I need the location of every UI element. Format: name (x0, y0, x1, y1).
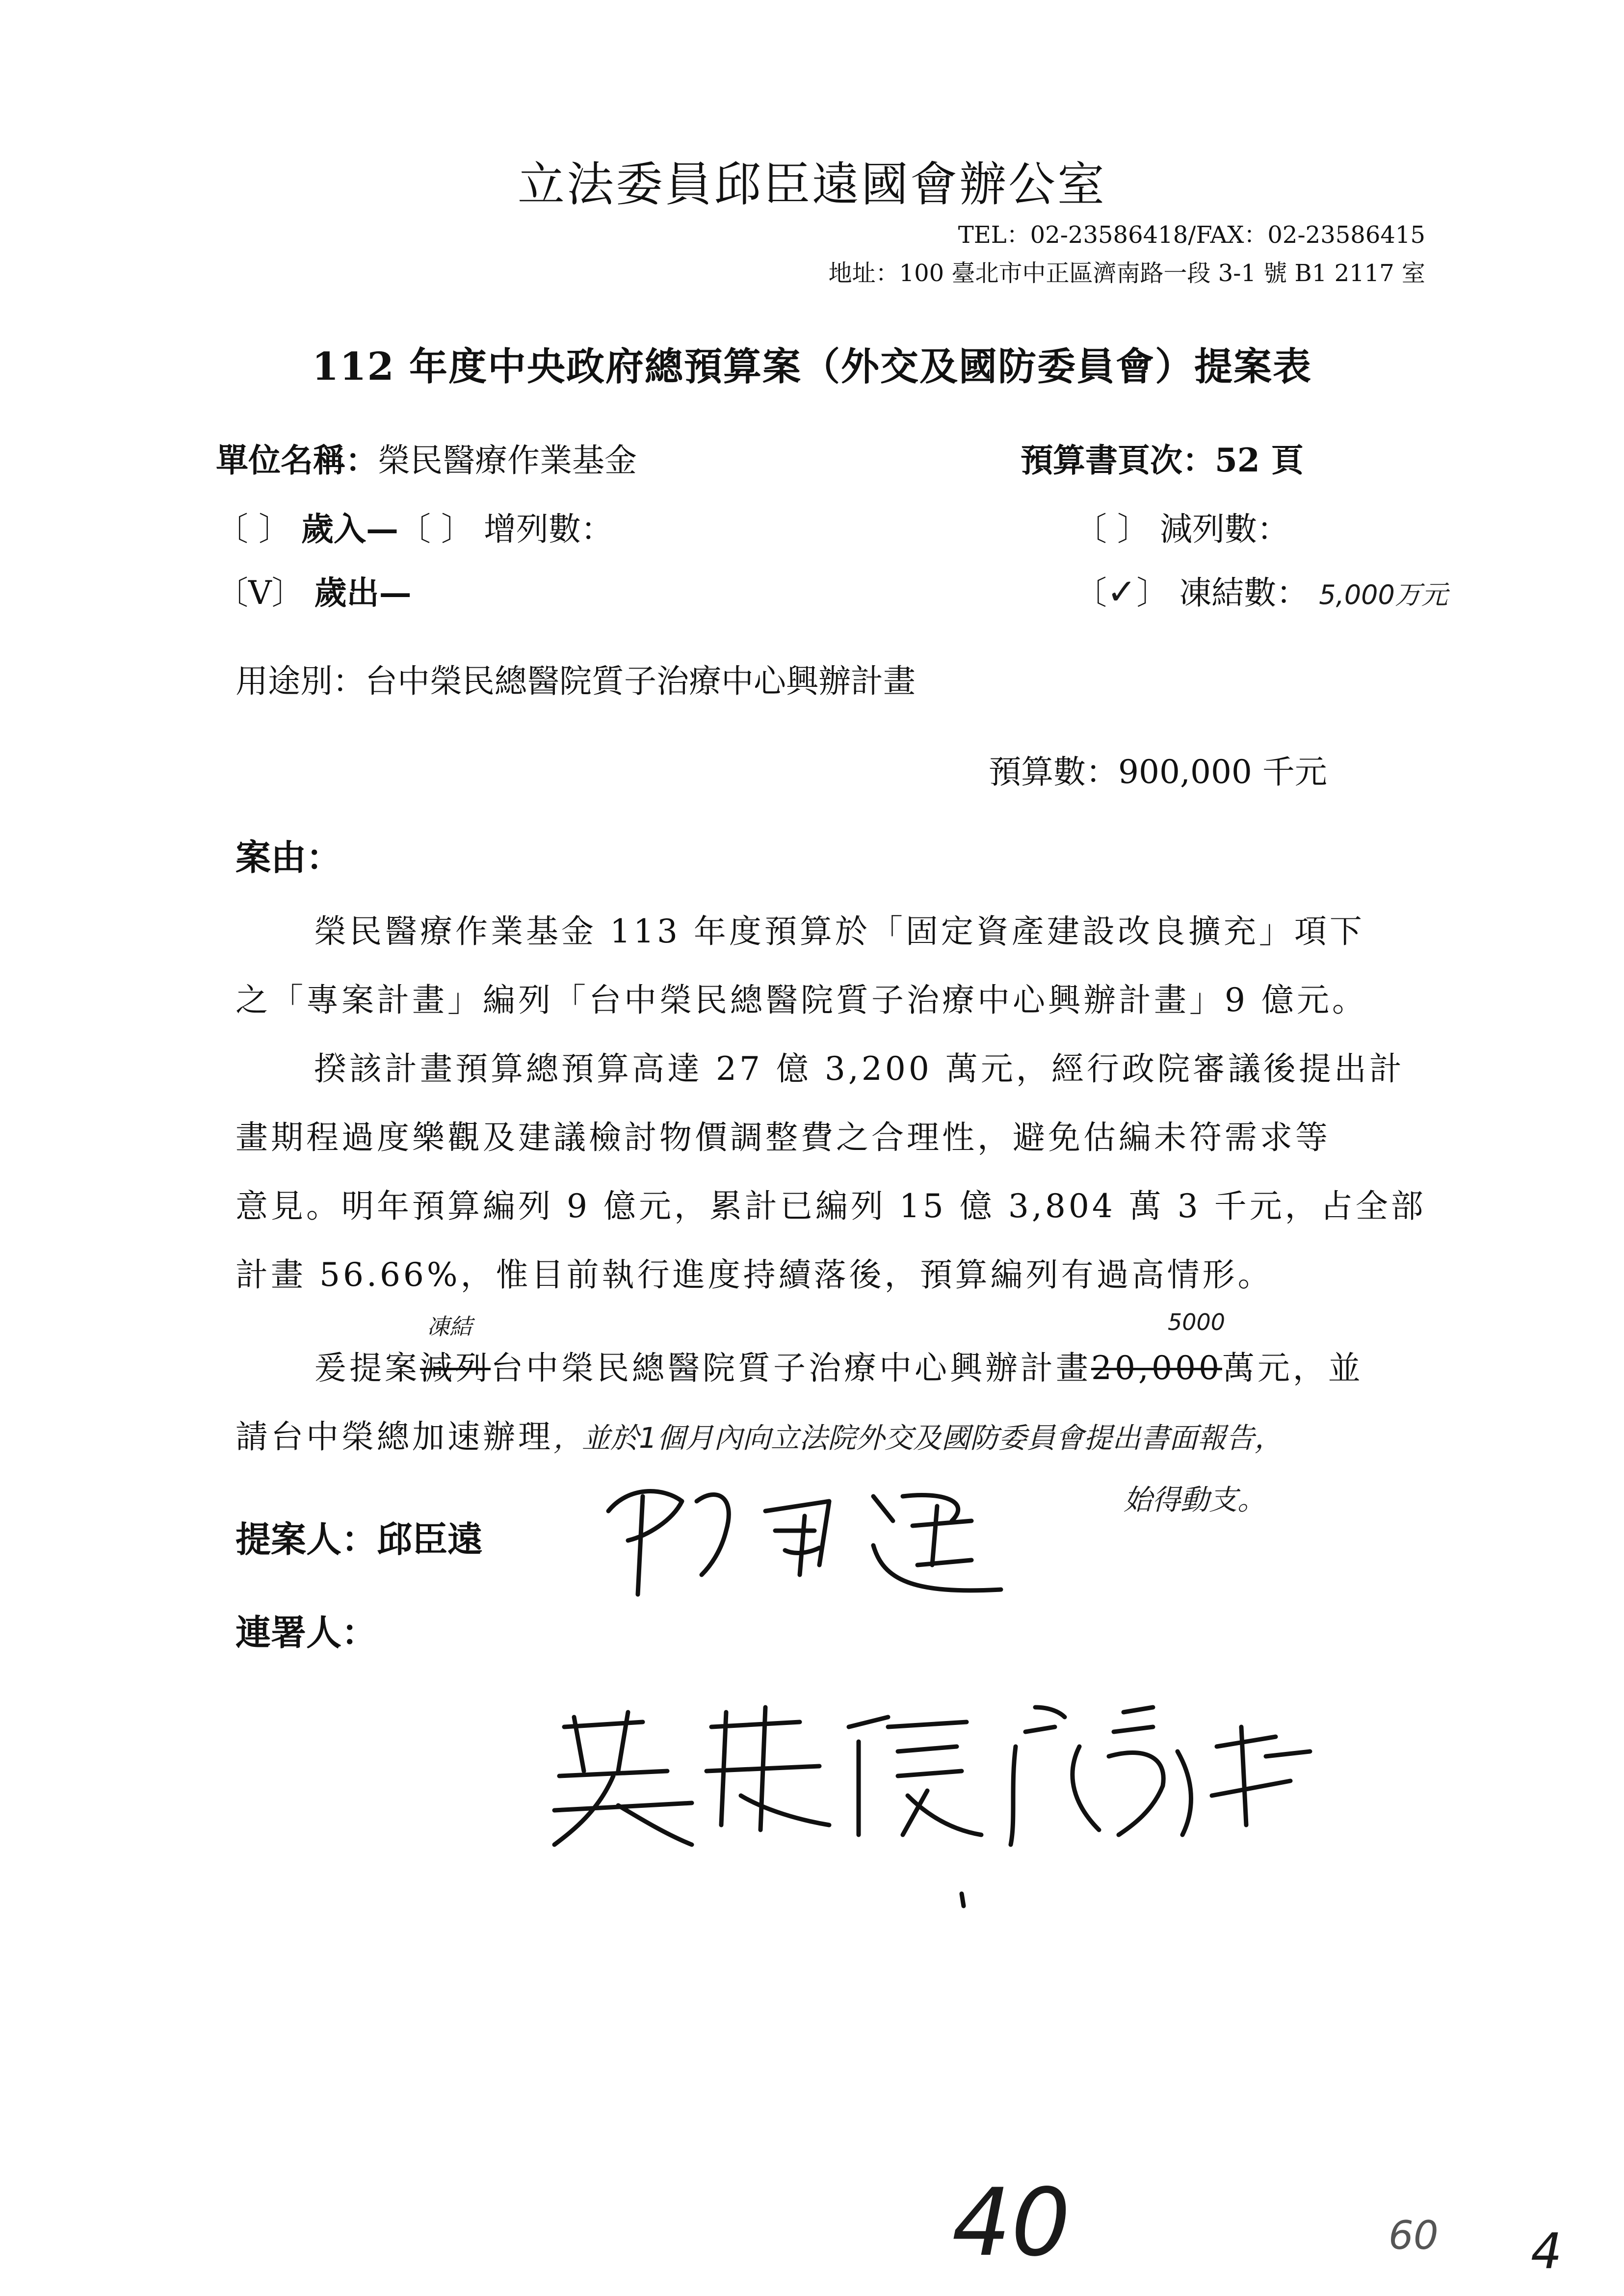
proposal-line (314, 1342, 1363, 1388)
reason-heading: 案由： (236, 836, 342, 878)
address: 地址：100 臺北市中正區濟南路一段 3-1 號 B1 2117 室 (828, 260, 1425, 287)
tel-fax: TEL：02-23586418/FAX：02-23586415 (958, 221, 1425, 249)
hand-addition: ，並於1個月內向立法院外交及國防委員會提出書面報告， (553, 1421, 1283, 1455)
cosigner-label: 連署人： (236, 1612, 377, 1653)
form-title: 112 年度中央政府總預算案（外交及國防委員會）提案表 (312, 344, 1312, 389)
reason-line-5: 意見。明年預算編列 9 億元，累計已編列 15 億 3,804 萬 3 千元，占全部 (236, 1187, 1426, 1225)
cosigner-signatures (545, 1697, 1349, 1854)
page-ref-value: 52 頁 (1215, 441, 1304, 479)
unit-label: 單位名稱： (216, 441, 378, 479)
final-line-text: 請台中榮總加速辦理 (236, 1418, 553, 1456)
purpose-row (236, 655, 916, 702)
budget-label: 預算數： (989, 753, 1118, 791)
freeze-label: 凍結數： (1179, 574, 1309, 612)
freeze-bracket-left: 〔 (1074, 574, 1107, 612)
budget-row (989, 746, 1327, 792)
reason-line-3: 揆該計畫預算總預算高達 27 億 3,200 萬元，經行政院審議後提出計 (314, 1050, 1405, 1088)
reduce-checkbox: 〔 〕 (1074, 510, 1150, 548)
reason-line-2: 之「專案計畫」編列「台中榮民總醫院質子治療中心興辦計畫」9 億元。 (236, 981, 1367, 1019)
hand-addition-2: 始得動支。 (1124, 1483, 1266, 1516)
hand-inserted-word: 凍結 (427, 1313, 472, 1340)
unit-value: 榮民醫療作業基金 (378, 442, 637, 479)
page-number-corner: 4 (1531, 2222, 1562, 2280)
purpose-value: 台中榮民總醫院質子治療中心興辦計畫 (365, 662, 916, 700)
final-line (236, 1410, 1283, 1457)
struck-word: 減列 (420, 1349, 491, 1387)
page-mark-small: 60 (1388, 2213, 1439, 2258)
page-ref-label: 預算書頁次： (1021, 441, 1215, 479)
income-checkbox: 〔 〕 (216, 510, 291, 548)
reason-line-1: 榮民醫療作業基金 113 年度預算於「固定資產建設改良擴充」項下 (314, 913, 1365, 950)
expense-row (216, 567, 412, 613)
proposal-suffix: 萬元，並 (1222, 1349, 1363, 1387)
page-ref-row (1021, 434, 1304, 481)
income-dash: — (366, 510, 398, 548)
freeze-handwritten-value: 5,000万元 (1319, 579, 1448, 610)
proposer-name: 邱臣遠 (377, 1518, 483, 1560)
proposal-mid: 台中榮民總醫院質子治療中心興辦計畫 (491, 1349, 1091, 1387)
proposer-label: 提案人： (236, 1518, 377, 1560)
budget-value: 900,000 千元 (1118, 753, 1327, 791)
expense-checkbox: 〔V〕 (216, 574, 304, 612)
stray-mark (957, 1891, 971, 1911)
freeze-check-mark: ✓ (1107, 571, 1137, 612)
reason-line-4: 畫期程過度樂觀及建議檢討物價調整費之合理性，避免估編未符需求等 (236, 1119, 1331, 1156)
unit-row (216, 434, 637, 481)
freeze-bracket-right: 〕 (1136, 574, 1169, 612)
expense-dash: — (379, 574, 412, 612)
income-label: 歲入 (301, 510, 366, 548)
freeze-row (1074, 567, 1448, 613)
proposer-row (236, 1511, 483, 1562)
reason-line-6: 計畫 56.66%，惟目前執行進度持續落後，預算編列有過高情形。 (236, 1256, 1273, 1294)
reduce-row (1074, 503, 1289, 549)
page-mark-large: 40 (952, 2168, 1071, 2277)
purpose-label: 用途別： (236, 662, 365, 700)
income-row (216, 503, 613, 549)
struck-amount: 20,000 (1091, 1349, 1222, 1387)
proposal-prefix: 爰提案 (314, 1349, 420, 1387)
increase-checkbox: 〔 〕 (398, 510, 473, 548)
reduce-label: 減列數： (1159, 510, 1289, 548)
hand-inserted-amount: 5000 (1168, 1309, 1226, 1335)
increase-label: 增列數： (483, 510, 613, 548)
expense-label: 歲出 (314, 574, 379, 612)
proposer-signature (599, 1467, 1021, 1614)
office-name: 立法委員邱臣遠國會辦公室 (518, 157, 1106, 212)
